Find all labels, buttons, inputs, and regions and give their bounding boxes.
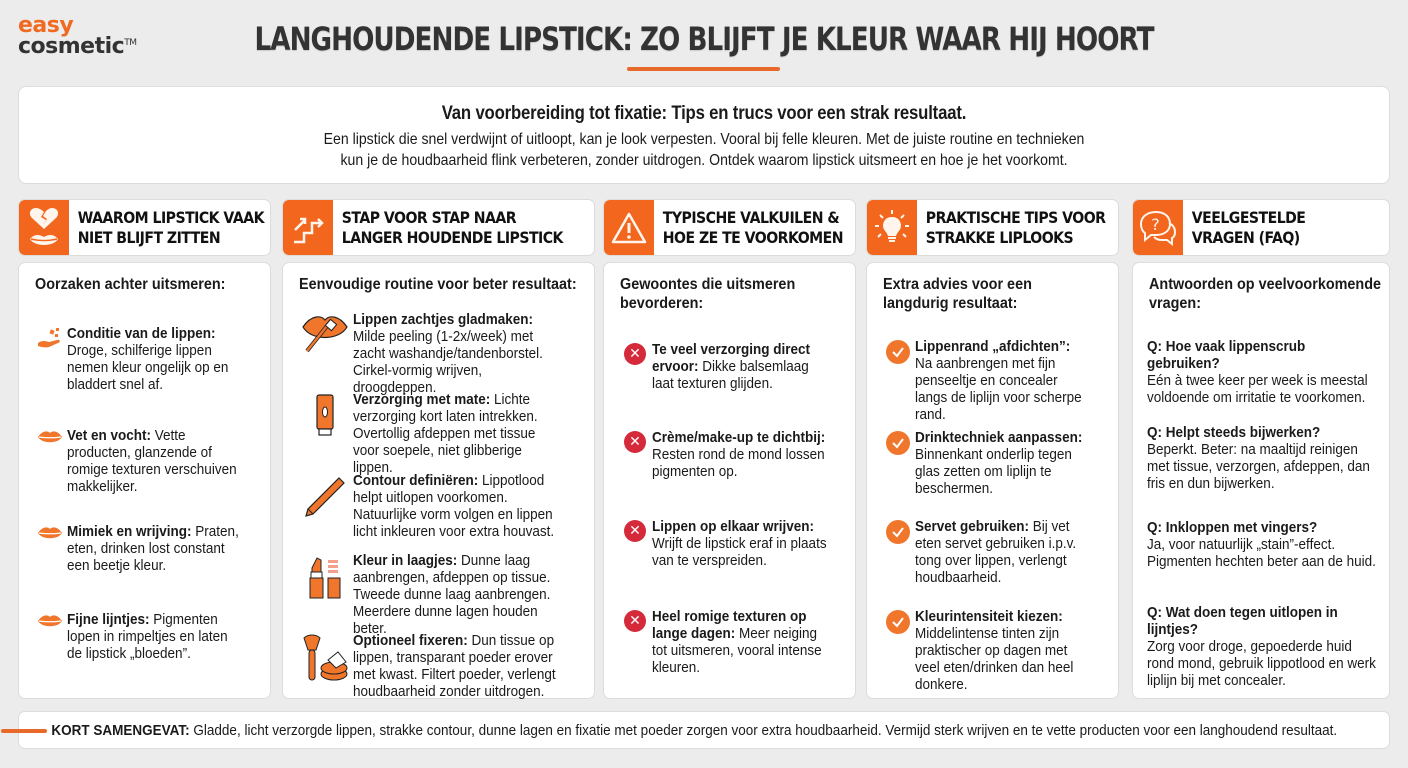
column-body [866,262,1119,699]
powder-brush-icon [297,632,353,700]
column-title: PRAKTISCHE TIPS VOOR STRAKKE LIPLOOKS [925,207,1106,247]
hand-flakes-icon [33,325,67,393]
list-item: Optioneel fixeren: Dun tissue op lippen, transparant poeder erover met kwast. Filtert poeder, verlengt houdbaarheid zonder uitdrogen. [297,632,586,700]
column-tips [866,199,1119,699]
faq-item [1147,338,1381,406]
check-circle-icon [881,608,915,693]
faq-question: Q: Helpt steeds bijwerken? [1147,424,1321,441]
faq-item [1147,519,1381,570]
faq-item [1147,424,1381,492]
lightbulb-icon [866,199,917,256]
column-lead: Gewoontes die uitsmeren bevorderen: [620,276,796,312]
faq-answer: Eén à twee keer per week is meestal voldoende om irritatie te voorkomen. [1147,372,1368,406]
x-circle-icon: ✕ [618,341,652,392]
lips-icon [33,611,67,662]
column-title: STAP VOOR STAP NAAR LANGER HOUDENDE LIPSTICK [341,207,563,247]
list-item: Verzorging met mate: Lichte verzorging kort laten intrekken. Overtollig afdeppen met tissue voor soepele, niet glibberige lippen. [297,391,586,476]
x-circle-icon: ✕ [618,518,652,569]
intro-panel [18,86,1390,184]
list-item: Lippenrand „afdichten”: Na aanbrengen met fijn penseeltje en concealer langs de liplijn voor scherpe rand. [881,338,1110,423]
list-item: Kleur in laagjes: Dunne laag aanbrengen, afdeppen op tissue. Tweede dunne laag aanbrengen. Meerdere dunne lagen houden beter. [297,552,586,637]
column-title: WAAROM LIPSTICK VAAK NIET BLIJFT ZITTEN [77,207,264,247]
lips-brush-icon [297,311,353,396]
faq-question: Q: Inkloppen met vingers? [1147,519,1318,536]
list-item: Mimiek en wrijving: Praten, eten, drinken lost constant een beetje kleur. [33,523,262,574]
column-steps [282,199,595,699]
column-header [603,199,856,256]
list-item: Servet gebruiken: Bij vet eten servet gebruiken i.p.v. tong over lippen, verlengt houdbaarheid. [881,518,1110,586]
lips-icon [33,427,67,495]
faq-answer: Zorg voor droge, gepoederde huid rond mond, gebruik lippotlood en werk liplijn bij met concealer. [1147,638,1376,689]
column-faq [1132,199,1390,699]
list-item: ✕ Lippen op elkaar wrijven: Wrijft de lipstick eraf in plaats van te verspreiden. [618,518,847,569]
list-item: Kleurintensiteit kiezen: Middelintense tinten zijn praktischer op dagen met veel eten/drinken dan heel donkere. [881,608,1110,693]
logo-line1: easy [18,13,74,38]
column-lead: Antwoorden op veelvoorkomende vragen: [1149,276,1382,312]
column-body [18,262,271,699]
list-item: Vet en vocht: Vette producten, glanzende of romige texturen verschuiven makkelijker. [33,427,262,495]
check-circle-icon [881,338,915,423]
lipstick-icon [297,552,353,637]
intro-subtitle: Van voorbereiding tot fixatie: Tips en trucs voor een strak resultaat. [441,103,967,124]
x-circle-icon: ✕ [618,429,652,480]
list-item: ✕ Crème/make-up te dichtbij: Resten rond de mond lossen pigmenten op. [618,429,847,480]
list-item: Fijne lijntjes: Pigmenten lopen in rimpeltjes en laten de lipstick „bloeden”. [33,611,262,662]
faq-question: Q: Wat doen tegen uitlopen in lijntjes? [1147,604,1338,638]
list-item: Lippen zachtjes gladmaken: Milde peeling (1-2x/week) met zacht washandje/tandenborstel. Cirkel-vormig wrijven, droogdeppen. [297,311,586,396]
title-underline [627,67,780,71]
list-item: ✕ Heel romige texturen op lange dagen: Meer neiging tot uitsmeren, vooral intense kleuren. [618,608,847,676]
warning-icon [603,199,654,256]
summary-label: KORT SAMENGEVAT: [51,721,190,739]
pencil-icon [297,472,353,540]
column-pitfalls [603,199,856,699]
tube-icon [297,391,353,476]
faq-question: Q: Hoe vaak lippenscrub gebruiken? [1147,338,1306,372]
check-circle-icon [881,518,915,586]
question-bubbles-icon [1132,199,1183,256]
column-why [18,199,271,699]
page-title: LANGHOUDENDE LIPSTICK: ZO BLIJFT JE KLEUR WAAR HIJ HOORT [254,20,1154,58]
column-header [18,199,271,256]
list-item: Drinktechniek aanpassen: Binnenkant onderlip tegen glas zetten om liplijn te beschermen. [881,429,1110,497]
column-lead: Extra advies voor een langdurig resultaat: [883,276,1032,312]
logo-line2: cosmetic™ [18,33,137,59]
list-item: Conditie van de lippen: Droge, schilferige lippen nemen kleur ongelijk op en bladdert snel af. [33,325,262,393]
x-circle-icon: ✕ [618,608,652,676]
check-circle-icon [881,429,915,497]
svg-text:?: ? [1150,214,1160,234]
column-title: VEELGESTELDE VRAGEN (FAQ) [1191,207,1306,247]
stairs-arrows-icon [282,199,333,256]
faq-answer: Ja, voor natuurlijk „stain”-effect. Pigmenten hechten beter aan de huid. [1147,536,1376,570]
list-item: ✕ Te veel verzorging direct ervoor: Dikke balsemlaag laat texturen glijden. [618,341,847,392]
column-lead: Eenvoudige routine voor beter resultaat: [299,276,577,293]
lips-icon [33,523,67,574]
summary-bar [18,711,1390,749]
summary-text: Gladde, licht verzorgde lippen, strakke contour, dunne lagen en fixatie met poeder zorgen voor extra houdbaarheid. Vermijd sterk wrijven en te vette producten voor een langhoudend resultaat. [189,721,1338,739]
column-lead: Oorzaken achter uitsmeren: [35,276,226,293]
list-item: Contour definiëren: Lippotlood helpt uitlopen voorkomen. Natuurlijke vorm volgen en lippen licht inkleuren voor extra houvast. [297,472,586,540]
faq-answer: Beperkt. Beter: na maaltijd reinigen met tissue, verzorgen, afdeppen, dan fris en dun bijwerken. [1147,441,1370,492]
column-header [866,199,1119,256]
column-header [282,199,595,256]
faq-item [1147,604,1381,689]
broken-heart-lips-icon [18,199,69,256]
intro-description: Een lipstick die snel verdwijnt of uitloopt, kan je look verpesten. Vooral bij felle kleuren. Met de juiste routine en technieken kun je de houdbaarheid flink verbeteren, zonder uitdrogen. Ontdek waarom lipstick uitsmeert en hoe je het voorkomt. [323,131,1085,169]
column-body [603,262,856,699]
column-header [1132,199,1390,256]
column-body [1132,262,1390,699]
brand-logo [18,13,137,59]
trademark: TM [124,37,137,48]
column-body [282,262,595,699]
column-title: TYPISCHE VALKUILEN & HOE ZE TE VOORKOMEN [662,207,843,247]
